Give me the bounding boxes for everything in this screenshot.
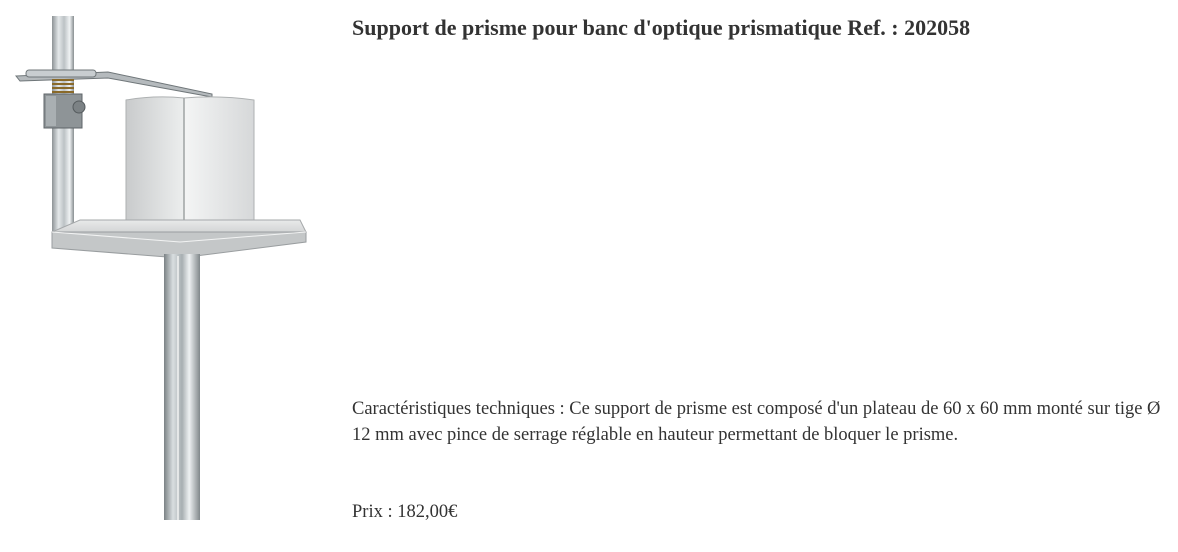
product-price: Prix : 182,00€ xyxy=(352,502,458,522)
prism-holder-photo-icon xyxy=(0,0,330,547)
product-title: Support de prisme pour banc d'optique prismatique Ref. : 202058 xyxy=(352,15,971,40)
product-photo xyxy=(0,0,330,547)
product-description: Caractéristiques techniques : Ce support de prisme est composé d'un plateau de 60 x 60 mm monté sur tige Ø 12 mm avec pince de serrage réglable en hauteur permettant de bloquer le prisme. xyxy=(352,399,1161,445)
